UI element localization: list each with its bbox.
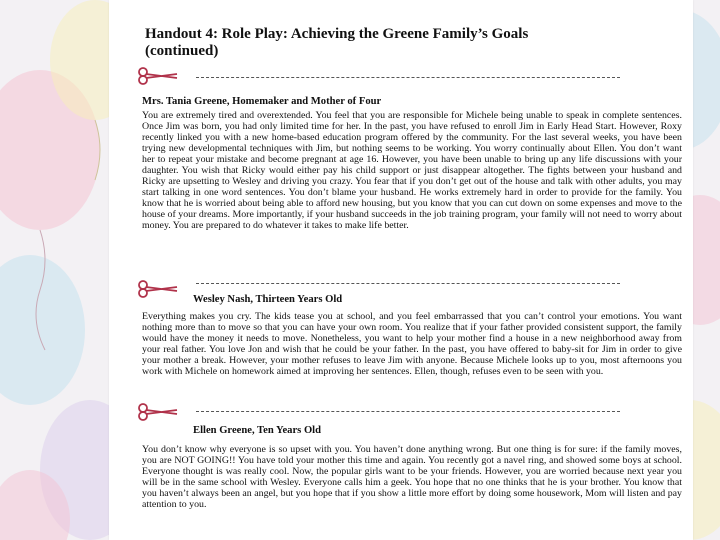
title-line-1: Handout 4: Role Play: Achieving the Greene Family’s Goals (145, 26, 529, 42)
page-title (145, 26, 665, 60)
cut-line (196, 283, 620, 284)
scissors-icon (137, 280, 179, 298)
section-heading-ellen: Ellen Greene, Ten Years Old (193, 425, 322, 436)
cut-line (196, 77, 620, 78)
section-body-tania: You are extremely tired and overextended. You feel that you are responsible for Michele being unable to speak in complete sentences. Once Jim was born, you had only limited time for her. In the past, you have refused to enroll Jim in Early Head Start. However, Roxy recently linked you with a new home-based education program offered by the community. For the last several weeks, you have been trying new developmental techniques with Jim, but nothing seems to be working. You worry continually about Ellen. You don’t want her to repeat your mistake and become pregnant at age 16. However, you have been unable to bring up any life discussions with your daughter. You wish that Ricky would either pay his child support or just disappear altogether. The fights between your husband and Ricky are upsetting to Wesley and driving you crazy. You fear that if you don’t get out of the house and talk with other adults, you may start talking in one word sentences. You don’t blame your husband. He works extremely hard in order to provide for the family. You know that he is worried about being able to afford new housing, but you know that you can cut down on some expenses and move to the house of your dreams. More importantly, if your husband succeeds in the job training program, your family will not need to worry about money. You are prepared to do whatever it takes to make life better. (142, 110, 682, 231)
section-body-wesley: Everything makes you cry. The kids tease you at school, and you feel embarrassed that you can’t control your emotions. You want nothing more than to move so that you can have your own room. You realize that if your father provided consistent support, the family would have the money it needs to move. Nonetheless, you want to help your mother find a house in a new neighborhood away from your real father. You love Jon and wish that he could be your father. In the past, you have offered to baby-sit for Jim in order to give your mother a break. However, your mother refuses to leave Jim with anyone. Because Michele looks up to you, most afternoons you work with Michele on homework aimed at improving her sentences. Ellen, though, refuses even to be seen with you. (142, 311, 682, 377)
title-line-2: (continued) (145, 43, 219, 59)
scissors-icon (137, 403, 179, 421)
section-heading-tania: Mrs. Tania Greene, Homemaker and Mother of Four (142, 96, 382, 107)
section-body-ellen: You don’t know why everyone is so upset with you. You haven’t done anything wrong. But one thing is for sure: if the family moves, you are NOT GOING!! You have told your mother this time and again. You recently got a navel ring, and showed some boys at school. Everyone thought is was really cool. Now, the popular girls want to be your friends. However, you are worried because next year you will be in the same school with Wesley. Everyone calls him a geek. You hope that no one thinks that he is your brother. You know that you haven’t always been an angel, but you hope that if you show a little more effort by doing some housework, Mom will listen and pay attention to you. (142, 444, 682, 510)
scissors-icon (137, 67, 179, 85)
section-heading-wesley: Wesley Nash, Thirteen Years Old (193, 294, 343, 305)
cut-line (196, 411, 620, 412)
